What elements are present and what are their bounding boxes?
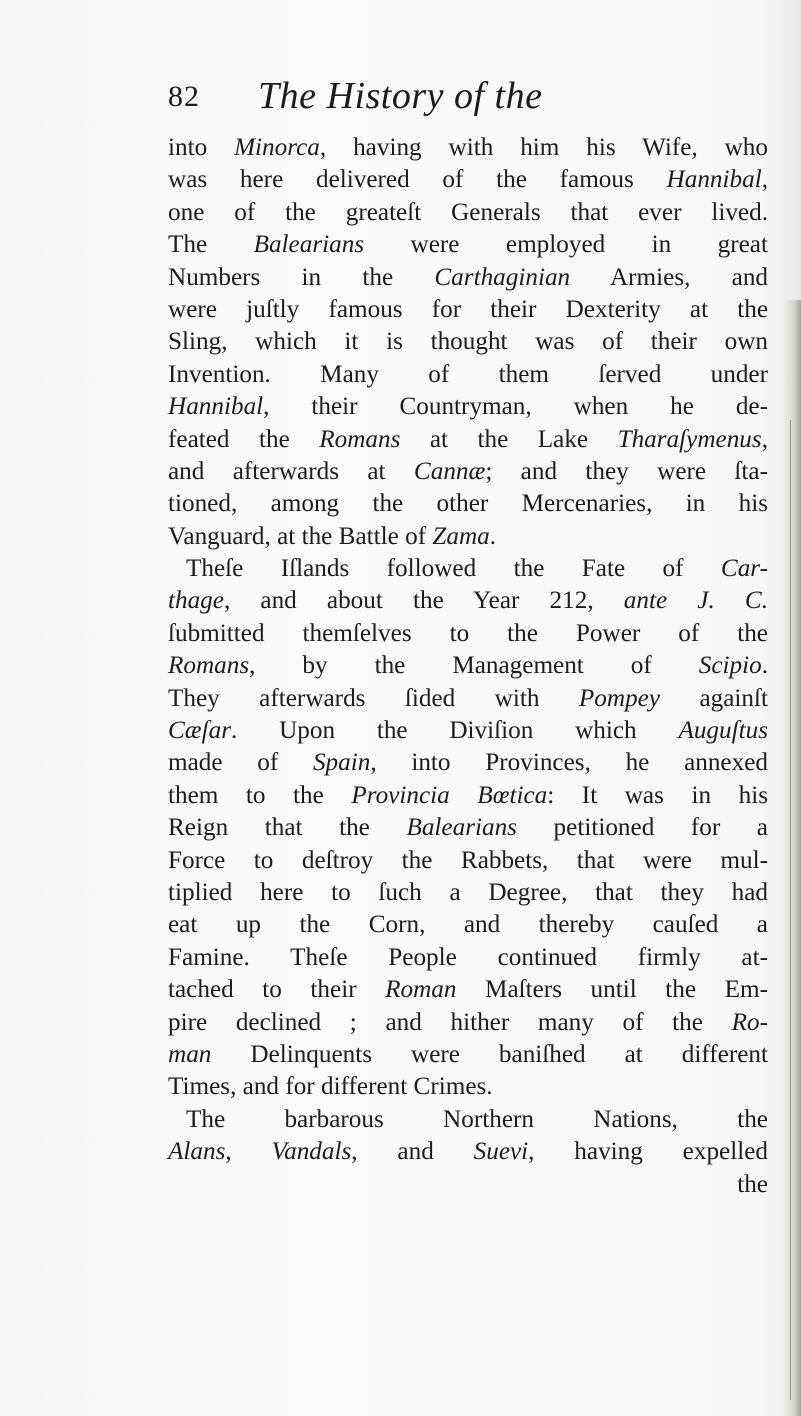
text-segment: were juſtly famous for their Dexterity at the [168, 295, 768, 323]
text-segment: one of the greateſt Generals that ever lived. [168, 198, 768, 226]
text-line [168, 1104, 768, 1136]
text-segment: Armies, and [570, 263, 769, 291]
text-line [168, 456, 768, 488]
text-line [168, 229, 768, 261]
running-title: The History of the [258, 75, 543, 117]
italic-segment: thage [168, 587, 224, 615]
text-line [168, 391, 768, 423]
italic-segment: Ro- [731, 1008, 768, 1036]
text-line [168, 262, 768, 294]
text-segment: , their Countryman, when he de- [263, 393, 768, 421]
text-line [168, 1039, 768, 1071]
italic-segment: Vandals [271, 1138, 352, 1166]
text-line [168, 359, 768, 391]
text-segment: them to the [168, 781, 352, 809]
italic-segment: ante J. C. [623, 587, 768, 615]
page-edge-line [790, 420, 791, 1400]
text-segment: , into Provinces, he annexed [370, 749, 768, 777]
text-line [168, 1136, 768, 1168]
body-text [168, 132, 768, 1201]
italic-segment: Cæſar [168, 717, 231, 745]
italic-segment: Zama [432, 522, 490, 550]
page-number: 82 [168, 80, 200, 113]
text-line [168, 845, 768, 877]
page-edge-shadow [783, 300, 801, 1416]
text-line [168, 650, 768, 682]
italic-segment: Hannibal [666, 166, 762, 194]
italic-segment: Minorca [234, 134, 320, 161]
text-segment: againſt [660, 684, 768, 712]
text-line [168, 812, 768, 844]
text-segment: made of [168, 749, 313, 777]
text-segment: , [225, 1138, 272, 1166]
text-segment: tiplied here to ſuch a Degree, that they had [168, 878, 768, 906]
text-line [168, 715, 768, 747]
italic-segment: Romans [168, 652, 250, 680]
italic-segment: Scipio [698, 652, 762, 680]
text-line [168, 877, 768, 909]
text-line [168, 553, 768, 585]
italic-segment: Balearians [406, 814, 517, 842]
text-segment: ; and they were ſta- [485, 457, 768, 485]
text-segment: They afterwards ſided with [168, 684, 579, 712]
text-line [168, 618, 768, 650]
text-segment: Numbers in the [168, 263, 435, 291]
text-segment: , and about the Year 212, [223, 587, 624, 615]
italic-segment: Pompey [578, 684, 661, 712]
text-segment: The [168, 231, 254, 259]
text-segment: at the Lake [400, 425, 618, 453]
italic-segment: Hannibal [168, 393, 264, 421]
text-line [168, 197, 768, 229]
text-line [168, 942, 768, 974]
text-segment: feated the [168, 425, 320, 453]
text-segment: tioned, among the other Mercenaries, in his [168, 490, 768, 518]
text-line [168, 132, 768, 164]
italic-segment: Spain [312, 749, 371, 777]
text-segment: Times, and for different Crimes. [168, 1073, 493, 1101]
text-segment: into [168, 134, 235, 161]
text-segment: The barbarous Northern Nations, the [186, 1105, 768, 1133]
text-line [168, 974, 768, 1006]
text-segment: Vanguard, at the Battle of [168, 522, 433, 550]
text-segment: Force to deſtroy the Rabbets, that were mul- [168, 846, 768, 874]
text-line [168, 326, 768, 358]
italic-segment: Car- [720, 555, 768, 583]
text-segment: , by the Management of [249, 652, 699, 680]
text-line [168, 747, 768, 779]
text-line [168, 1007, 768, 1039]
text-segment: Reign that the [168, 814, 407, 842]
italic-segment: Provincia Bœtica [351, 781, 548, 809]
text-line [168, 164, 768, 196]
text-line [168, 1071, 768, 1103]
text-line [168, 424, 768, 456]
text-line [168, 909, 768, 941]
text-segment: . Upon the Diviſion which [231, 717, 679, 745]
italic-segment: Cannæ [413, 457, 486, 485]
page-header [168, 74, 688, 124]
text-segment: , [761, 166, 768, 194]
text-segment: were employed in great [364, 231, 768, 259]
text-segment: . [761, 652, 768, 680]
text-segment: , having expelled [528, 1138, 768, 1166]
text-segment: Maſters until the Em- [456, 976, 768, 1004]
text-lines [168, 132, 768, 1169]
catchword: the [737, 1170, 768, 1198]
italic-segment: Tharaſymenus [617, 425, 762, 453]
text-line [168, 683, 768, 715]
italic-segment: Carthaginian [434, 263, 571, 291]
italic-segment: man [168, 1040, 212, 1068]
text-line [168, 780, 768, 812]
text-segment: Sling, which it is thought was of their own [168, 328, 768, 356]
text-segment: Theſe Iſlands followed the Fate of [186, 555, 721, 583]
text-line [168, 521, 768, 553]
text-segment: , [761, 425, 768, 453]
text-segment: petitioned for a [516, 814, 768, 842]
text-line [168, 585, 768, 617]
text-line [168, 294, 768, 326]
text-segment: tached to their [168, 976, 386, 1004]
italic-segment: Auguſtus [678, 717, 768, 745]
text-segment: , and [351, 1138, 474, 1166]
italic-segment: Suevi [473, 1138, 529, 1166]
text-segment: Famine. Theſe People continued firmly at- [168, 943, 768, 971]
text-segment: . [489, 522, 497, 550]
italic-segment: Balearians [253, 231, 365, 259]
text-segment: Delinquents were baniſhed at different [211, 1040, 768, 1068]
italic-segment: Roman [385, 976, 457, 1004]
text-line [168, 488, 768, 520]
text-segment: , having with him his Wife, who [319, 134, 768, 161]
text-segment: was here delivered of the famous [168, 166, 667, 194]
text-segment: pire declined ; and hither many of the [168, 1008, 732, 1036]
italic-segment: Alans [168, 1138, 226, 1166]
text-segment: Invention. Many of them ſerved under [168, 360, 768, 388]
text-segment: ſubmitted themſelves to the Power of the [168, 619, 768, 647]
text-segment: and afterwards at [168, 457, 414, 485]
text-segment: : It was in his [547, 781, 768, 809]
italic-segment: Romans [319, 425, 401, 453]
text-segment: eat up the Corn, and thereby cauſed a [168, 911, 768, 939]
